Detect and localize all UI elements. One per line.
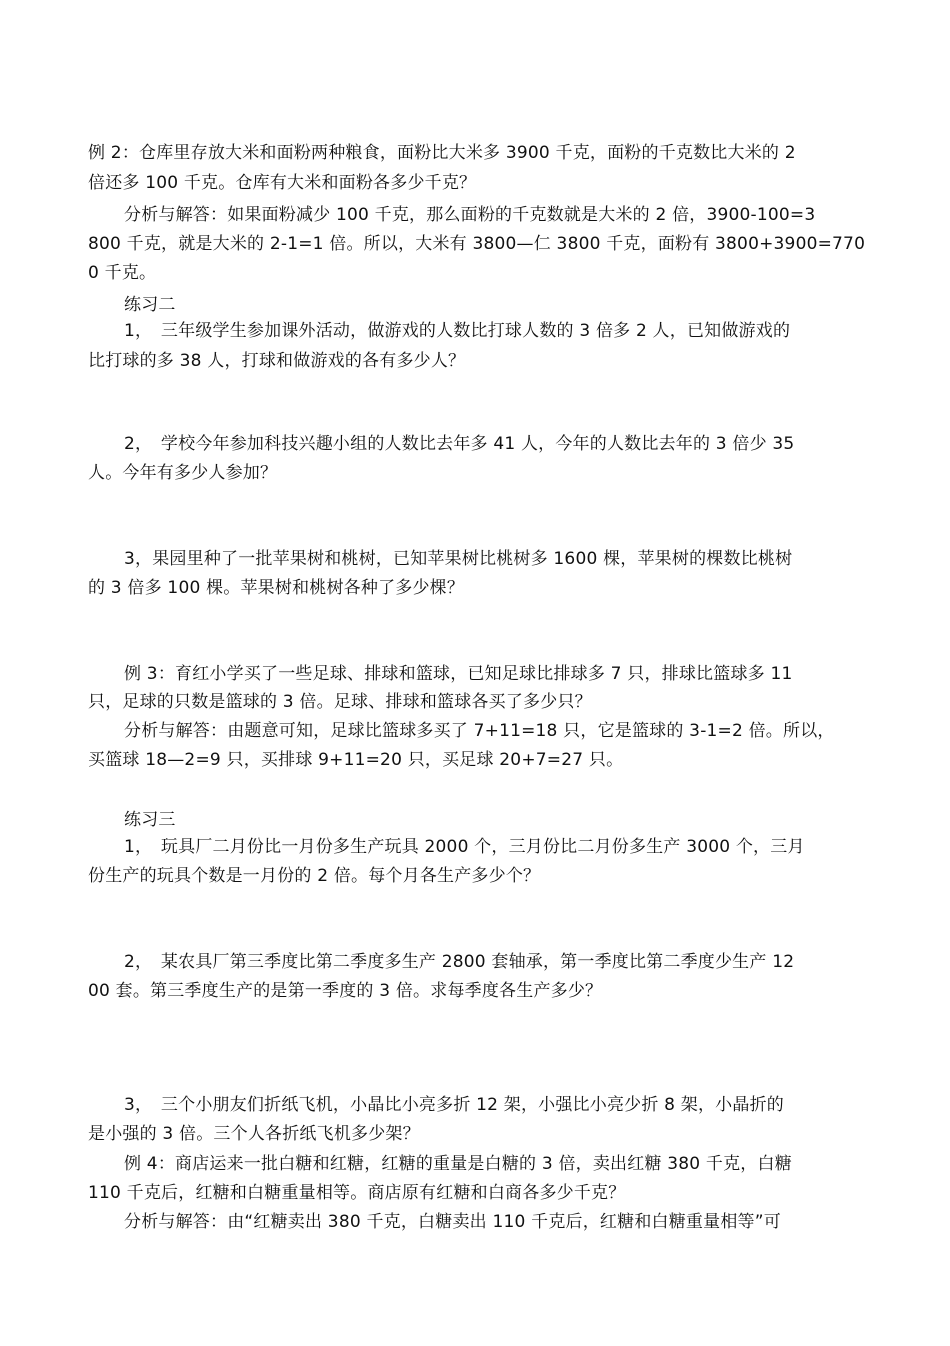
section-heading-practice-2: 练习二 bbox=[124, 295, 176, 315]
practice-2-q1-line-2: 比打球的多 38 人，打球和做游戏的各有多少人？ bbox=[88, 351, 466, 371]
example-3-line-1: 例 3：育红小学买了一些足球、排球和篮球，已知足球比排球多 7 只，排球比篮球多 11 bbox=[124, 664, 793, 684]
practice-3-q3-line-2: 是小强的 3 倍。三个人各折纸飞机多少架？ bbox=[88, 1124, 420, 1144]
analysis-2-line-2: 800 千克，就是大米的 2-1=1 倍。所以，大米有 3800—仁 3800 千克，面粉有 3800+3900=770 bbox=[88, 234, 866, 254]
analysis-3-line-1: 分析与解答：由题意可知，足球比篮球多买了 7+11=18 只，它是篮球的 3-1=2 倍。所以， bbox=[124, 721, 835, 741]
practice-2-q2-line-2: 人。今年有多少人参加？ bbox=[88, 463, 278, 483]
practice-3-q1-line-2: 份生产的玩具个数是一月份的 2 倍。每个月各生产多少个？ bbox=[88, 866, 541, 886]
practice-2-q3-line-1: 3，果园里种了一批苹果树和桃树，已知苹果树比桃树多 1600 棵，苹果树的棵数比桃树 bbox=[124, 549, 793, 569]
example-4-line-1: 例 4：商店运来一批白糖和红糖，红糖的重量是白糖的 3 倍，卖出红糖 380 千克，白糖 bbox=[124, 1154, 792, 1174]
practice-2-q2-line-1: 2， 学校今年参加科技兴趣小组的人数比去年多 41 人，今年的人数比去年的 3 倍少 35 bbox=[124, 434, 795, 454]
example-2-line-2: 倍还多 100 千克。仓库有大米和面粉各多少千克？ bbox=[88, 173, 477, 193]
example-3-line-2: 只，足球的只数是篮球的 3 倍。足球、排球和篮球各买了多少只？ bbox=[88, 692, 592, 712]
analysis-2-line-3: 0 千克。 bbox=[88, 263, 157, 283]
section-heading-practice-3: 练习三 bbox=[124, 810, 176, 830]
example-4-line-2: 110 千克后，红糖和白糖重量相等。商店原有红糖和白商各多少千克？ bbox=[88, 1183, 626, 1203]
practice-2-q1-line-1: 1， 三年级学生参加课外活动，做游戏的人数比打球人数的 3 倍多 2 人，已知做游戏的 bbox=[124, 321, 791, 341]
practice-3-q3-line-1: 3， 三个小朋友们折纸飞机，小晶比小亮多折 12 架，小强比小亮少折 8 架，小晶折的 bbox=[124, 1095, 784, 1115]
analysis-4-line-1: 分析与解答：由“红糖卖出 380 千克，白糖卖出 110 千克后，红糖和白糖重量相等”可 bbox=[124, 1212, 781, 1232]
practice-3-q1-line-1: 1， 玩具厂二月份比一月份多生产玩具 2000 个，三月份比二月份多生产 3000 个，三月 bbox=[124, 837, 805, 857]
example-2-line-1: 例 2：仓库里存放大米和面粉两种粮食，面粉比大米多 3900 千克，面粉的千克数比大米的 2 bbox=[88, 143, 796, 163]
practice-3-q2-line-2: 00 套。第三季度生产的是第一季度的 3 倍。求每季度各生产多少？ bbox=[88, 981, 603, 1001]
practice-3-q2-line-1: 2， 某农具厂第三季度比第二季度多生产 2800 套轴承，第一季度比第二季度少生产 12 bbox=[124, 952, 795, 972]
practice-2-q3-line-2: 的 3 倍多 100 棵。苹果树和桃树各种了多少棵？ bbox=[88, 578, 465, 598]
analysis-2-line-1: 分析与解答：如果面粉减少 100 千克，那么面粉的千克数就是大米的 2 倍，3900-100=3 bbox=[124, 205, 816, 225]
analysis-3-line-2: 买篮球 18—2=9 只，买排球 9+11=20 只，买足球 20+7=27 只。 bbox=[88, 750, 624, 770]
